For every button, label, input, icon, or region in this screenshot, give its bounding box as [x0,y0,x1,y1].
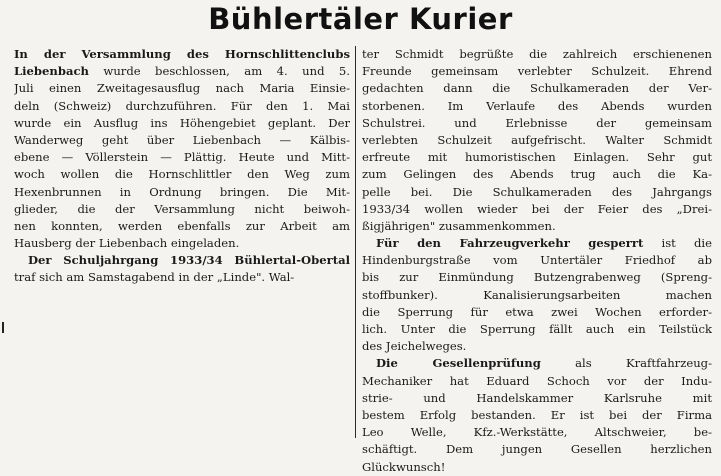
article-line [14,269,350,286]
article-line [362,269,712,286]
article-text: ßigjährigen" zusammenkommen. [362,218,556,233]
article-line [14,132,350,149]
article-text: stoffbunker). Kanalisierungsarbeiten machen [362,287,712,302]
article-line [362,407,712,424]
column-divider [355,46,356,438]
article-line [14,98,350,115]
article-line [14,80,350,97]
article-line [362,98,712,115]
article-line [362,235,712,252]
article-line [14,218,350,235]
article-text: pelle bei. Die Schulkameraden des Jahrgangs [362,184,712,199]
article-text: Hexenbrunnen in Ordnung bringen. Die Mit- [14,184,350,199]
article-line [14,63,350,80]
article-line [14,235,350,252]
headline-lead: In der Versammlung des Hornschlittenclubs [14,47,350,61]
article-text: 1933/34 wollen wieder bei der Feier des „Drei- [362,201,712,216]
article-line [362,201,712,218]
article-line [14,149,350,166]
article-line [362,252,712,269]
article-text: woch wollen die Hornschlittler den Weg zum [14,167,350,182]
article-line [362,218,712,235]
article-text: wurde beschlossen, am 4. und 5. [88,64,350,79]
article-text: glieder, die der Versammlung nicht beiwoh- [14,201,350,216]
article-text: bestem Erfolg bestanden. Er ist bei der Firma [362,407,712,422]
article-line [362,321,712,338]
article-text: wurde ein Ausflug ins Höhengebiet geplant. Der [14,115,350,130]
article-text: nen konnten, werden ebenfalls zur Arbeit am [14,218,350,233]
article-text: ter Schmidt begrüßte die zahlreich erschienenen [362,47,712,61]
article-text: traf sich am Samstagabend in der „Linde". Wal- [14,270,295,285]
article-line [14,184,350,201]
article-line [362,287,712,304]
article-line [14,252,350,269]
article-text: als Kraftfahrzeug- [540,356,712,371]
headline-lead: Für den Fahrzeugverkehr gesperrt [376,236,644,251]
article-text: Hausberg der Liebenbach eingeladen. [14,236,240,251]
article-text: Schulstrei. und Erlebnisse der gemeinsam [362,115,712,130]
right-column [362,46,712,476]
margin-mark [2,322,4,333]
article-line [362,63,712,80]
article-line [362,441,712,458]
article-text: Glückwunsch! [362,459,446,474]
article-text: Hindenburgstraße vom Untertäler Friedhof ab [362,253,712,268]
article-text: storbenen. Im Verlaufe des Abends wurden [362,98,712,113]
article-line [14,46,350,63]
article-line [362,459,712,476]
headline-lead: Der Schuljahrgang 1933/34 Bühlertal-Obertal [28,253,350,268]
article-text: lich. Unter die Sperrung fällt auch ein Teilstück [362,322,712,336]
article-text: strie- und Handelskammer Karlsruhe mit [362,390,712,405]
article-line [362,373,712,390]
article-line [362,166,712,183]
article-text: erfreute mit humoristischen Einlagen. Sehr gut [362,150,712,165]
article-text: zum Gelingen des Abends trug auch die Ka- [362,167,712,182]
article-line [362,184,712,201]
article-line [362,80,712,97]
article-text: Wanderweg geht über Liebenbach — Kälbis- [14,132,350,147]
article-line [14,166,350,183]
article-line [362,424,712,441]
article-line [362,355,712,372]
article-text: schäftigt. Dem jungen Gesellen herzlichen [362,442,712,457]
article-line [14,115,350,132]
article-text: deln (Schweiz) durchzuführen. Für den 1. Mai [14,98,350,113]
article-text: die Sperrung für etwa zwei Wochen erforder- [362,304,712,319]
article-text: des Jeichelweges. [362,339,467,354]
article-line [362,338,712,355]
article-text: verlebten Schulzeit aufgefrischt. Walter Schmidt [362,132,712,147]
article-text: bis zur Einmündung Butzengrabenweg (Spreng- [362,270,712,285]
headline-lead: Liebenbach [14,64,89,79]
article-text: Mechaniker hat Eduard Schoch vor der Indu- [362,373,712,388]
article-text: Leo Welle, Kfz.-Werkstätte, Altschweier, be- [362,425,712,440]
left-column [14,46,350,287]
headline-lead: Die Gesellenprüfung [376,356,541,371]
article-text: gedachten dann die Schulkameraden der Ver- [362,81,712,96]
article-text: Freunde gemeinsam verlebter Schulzeit. Ehrend [362,64,712,79]
article-line [362,46,712,63]
article-text: ist die [643,236,712,251]
article-line [362,115,712,132]
article-line [14,201,350,218]
article-line [362,390,712,407]
masthead-title: Bühlertäler Kurier [208,2,513,36]
article-line [362,132,712,149]
article-line [362,149,712,166]
article-line [362,304,712,321]
article-text: Juli einen Zweitagesausflug nach Maria Einsie- [14,81,350,96]
article-text: ebene — Völlerstein — Plättig. Heute und Mitt- [14,150,350,165]
